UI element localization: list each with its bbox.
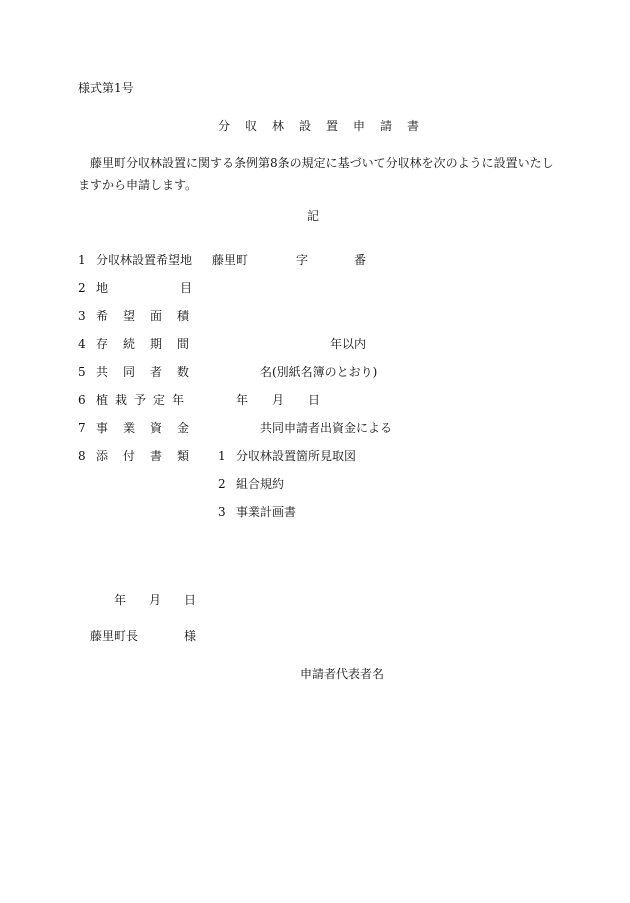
intro-line-1: 藤里町分収林設置に関する条例第8条の規定に基づいて分収林を次のように設置いたし: [90, 156, 554, 170]
form-number: 様式第1号: [78, 81, 134, 95]
intro-paragraph: [78, 152, 558, 196]
addressee-honorific: 様: [184, 629, 197, 643]
ki-heading: 記: [307, 209, 320, 223]
intro-line-2: ますから申請します。: [78, 178, 198, 192]
item-label: 添付書類: [96, 449, 205, 463]
attachment-number: 2: [218, 477, 226, 491]
item-label: 地目: [96, 281, 265, 295]
item-label: 希望面積: [96, 309, 205, 323]
item-label: 植栽予定年: [96, 393, 192, 407]
item-number: 7: [78, 421, 86, 435]
item-value: 年以内: [330, 337, 367, 351]
item-extra: 月: [272, 393, 285, 407]
attachment-text: 組合規約: [236, 477, 285, 491]
item-number: 4: [78, 337, 86, 351]
item-value: 共同申請者出資金による: [260, 421, 393, 435]
item-value: 年: [236, 393, 249, 407]
item-extra: 字: [296, 253, 309, 267]
item-value: 名(別紙名簿のとおり): [260, 365, 378, 379]
date-year: 年: [114, 593, 127, 607]
date-day: 日: [184, 593, 197, 607]
item-label: 存続期間: [96, 337, 205, 351]
attachment-number: 3: [218, 505, 226, 519]
item-label: 分収林設置希望地: [96, 253, 193, 267]
item-number: 3: [78, 309, 86, 323]
attachment-text: 事業計画書: [236, 505, 297, 519]
document-title: 分収林設置申請書: [218, 119, 435, 133]
attachment-number: 1: [218, 449, 226, 463]
item-label: 事業資金: [96, 421, 205, 435]
item-label: 共同者数: [96, 365, 205, 379]
applicant-label: 申請者代表者名: [300, 667, 385, 681]
item-number: 5: [78, 365, 86, 379]
item-number: 8: [78, 449, 86, 463]
item-number: 1: [78, 253, 86, 267]
addressee-name: 藤里町長: [90, 629, 139, 643]
item-extra: 番: [354, 253, 367, 267]
date-month: 月: [149, 593, 162, 607]
item-number: 6: [78, 393, 86, 407]
item-extra: 日: [308, 393, 321, 407]
item-value: 藤里町: [212, 253, 249, 267]
attachment-text: 分収林設置箇所見取図: [236, 449, 357, 463]
item-number: 2: [78, 281, 86, 295]
